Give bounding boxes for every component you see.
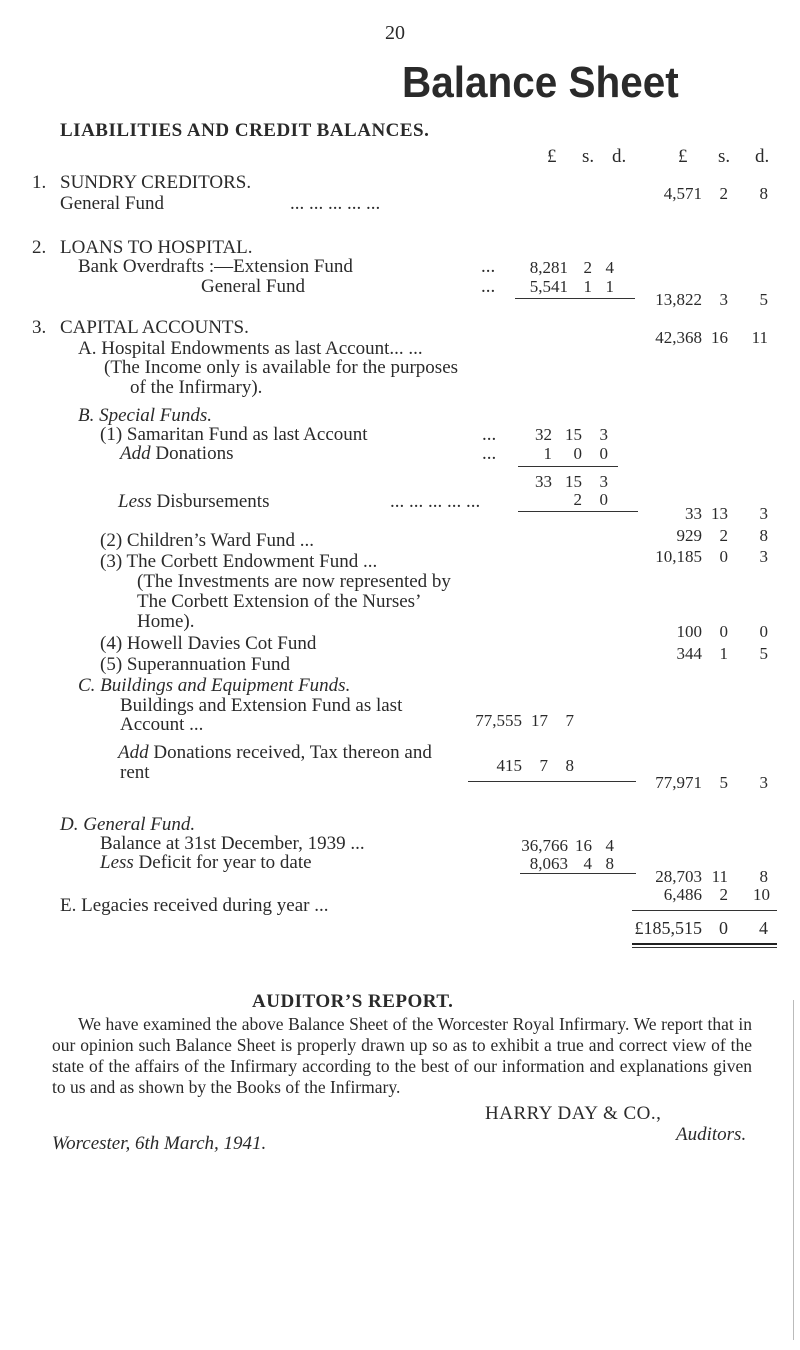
item-line: Account ... <box>120 714 204 735</box>
amount-pounds: 77,555 <box>475 711 522 730</box>
amount-pence: 0 <box>599 490 608 509</box>
less-word: Less <box>100 852 134 873</box>
grand-total-pence: 4 <box>759 918 768 938</box>
amount-pounds: 10,185 <box>655 547 702 566</box>
amount-shillings: 0 <box>719 547 728 566</box>
amount-shillings: 13 <box>711 504 728 523</box>
amount-shillings: 2 <box>583 258 592 277</box>
amount-shillings: 17 <box>531 711 548 730</box>
report-place-date: Worcester, 6th March, 1941. <box>52 1133 267 1154</box>
amount-shillings: 3 <box>719 290 728 309</box>
page-number: 20 <box>385 22 405 44</box>
page-title: Balance Sheet <box>402 58 679 107</box>
item-line <box>120 443 233 465</box>
add-word: Add <box>120 443 151 464</box>
amount-shillings: 2 <box>719 184 728 203</box>
item-title: SUNDRY CREDITORS. <box>60 172 252 193</box>
amount-pence: 3 <box>759 547 768 566</box>
item-line: (1) Samaritan Fund as last Account <box>100 424 368 445</box>
item-line: (5) Superannuation Fund <box>100 654 290 675</box>
amount-pence: 5 <box>759 290 768 309</box>
amount-shillings: 2 <box>573 490 582 509</box>
divider <box>518 466 618 467</box>
item-line: rent <box>120 762 150 783</box>
header-pence-b: d. <box>755 146 770 167</box>
page-edge <box>793 1000 794 1340</box>
item-line: Balance at 31st December, 1939 ... <box>100 833 365 854</box>
less-word: Less <box>118 491 152 512</box>
amount-shillings: 1 <box>583 277 592 296</box>
amount-pounds: 1 <box>543 444 552 463</box>
amount-pence: 3 <box>599 472 608 491</box>
amount-shillings: 2 <box>719 526 728 545</box>
amount-shillings: 16 <box>575 836 592 855</box>
amount-pounds: 929 <box>676 526 702 545</box>
amount-pence: 8 <box>759 184 768 203</box>
item-line: A. Hospital Endowments as last Account... ... <box>78 338 423 359</box>
amount-shillings: 0 <box>719 622 728 641</box>
item-line: (4) Howell Davies Cot Fund <box>100 633 317 654</box>
amount-pounds: 77,971 <box>655 773 702 792</box>
leader-dots: ... ... ... ... ... <box>390 491 481 512</box>
amount-pounds: 13,822 <box>655 290 702 309</box>
amount-pounds: 42,368 <box>655 328 702 347</box>
item-line <box>100 852 312 874</box>
header-pound-b: £ <box>678 146 688 167</box>
section-heading: LIABILITIES AND CREDIT BALANCES. <box>60 120 430 141</box>
auditor-role: Auditors. <box>676 1124 747 1145</box>
leader-dots: ... <box>481 276 496 297</box>
item-line <box>118 491 269 513</box>
amount-pence: 8 <box>565 756 574 775</box>
item-note: Home). <box>137 611 195 632</box>
add-word: Add <box>118 742 149 763</box>
amount-pence: 8 <box>759 867 768 886</box>
amount-pence: 11 <box>751 328 768 347</box>
item-line: E. Legacies received during year ... <box>60 895 329 916</box>
amount-shillings: 5 <box>719 773 728 792</box>
amount-shillings: 16 <box>711 328 728 347</box>
grand-total-double-rule <box>632 947 777 948</box>
subsection-title: D. General Fund. <box>60 814 196 835</box>
amount-pounds: 5,541 <box>529 277 568 296</box>
less-rest: Disbursements <box>151 491 270 512</box>
item-line: Buildings and Extension Fund as last <box>120 695 403 716</box>
amount-shillings: 1 <box>719 644 728 663</box>
divider <box>520 873 636 874</box>
amount-shillings: 11 <box>711 867 728 886</box>
amount-pounds: 4,571 <box>663 184 702 203</box>
amount-shillings: 15 <box>565 472 582 491</box>
grand-total-double-rule <box>632 943 777 945</box>
amount-pounds: 36,766 <box>521 836 568 855</box>
amount-pounds: 33 <box>685 504 702 523</box>
item-title: CAPITAL ACCOUNTS. <box>60 317 249 338</box>
amount-pounds: 8,063 <box>529 854 568 873</box>
divider <box>518 511 638 512</box>
grand-total-pounds: £185,515 <box>634 918 702 938</box>
item-number: 1. <box>32 172 47 193</box>
amount-pounds: 415 <box>496 756 522 775</box>
amount-pounds: 33 <box>535 472 552 491</box>
item-number: 2. <box>32 237 47 258</box>
amount-shillings: 15 <box>565 425 582 444</box>
amount-pence: 8 <box>605 854 614 873</box>
subsection-title: B. Special Funds. <box>78 405 213 426</box>
item-title: LOANS TO HOSPITAL. <box>60 237 253 258</box>
amount-pounds: 344 <box>676 644 702 663</box>
amount-pounds: 100 <box>676 622 702 641</box>
leader-dots: ... <box>482 424 497 445</box>
leader-dots: ... <box>481 256 496 277</box>
auditor-text: We have examined the above Balance Sheet of the Worcester Royal Infirmary. We report that in our opinion such Balance Sheet is properly drawn up so as to exhibit a true and correct view of the state of the affairs of the Infirmary according to the best of our information and explanations given to us and as shown by the Books of the Infirmary. <box>52 1014 752 1097</box>
amount-shillings: 2 <box>719 885 728 904</box>
item-line: (3) The Corbett Endowment Fund ... <box>100 551 378 572</box>
item-note: (The Investments are now represented by <box>137 571 451 592</box>
amount-shillings: 4 <box>583 854 592 873</box>
item-line: Bank Overdrafts :—Extension Fund <box>78 256 353 277</box>
leader-dots: ... ... ... ... ... <box>290 193 381 214</box>
total-rule <box>632 910 777 911</box>
amount-pounds: 28,703 <box>655 867 702 886</box>
amount-pounds: 8,281 <box>529 258 568 277</box>
item-note: of the Infirmary). <box>130 377 263 398</box>
amount-pence: 3 <box>599 425 608 444</box>
header-pence-a: d. <box>612 146 627 167</box>
auditor-heading: AUDITOR’S REPORT. <box>252 991 454 1012</box>
amount-pounds: 32 <box>535 425 552 444</box>
amount-pence: 4 <box>605 836 614 855</box>
amount-pence: 3 <box>759 504 768 523</box>
divider <box>468 781 636 782</box>
grand-total-shillings: 0 <box>719 918 728 938</box>
amount-pence: 1 <box>605 277 614 296</box>
add-rest: Donations received, Tax thereon and <box>148 742 432 763</box>
amount-pence: 0 <box>759 622 768 641</box>
amount-pence: 5 <box>759 644 768 663</box>
amount-shillings: 0 <box>573 444 582 463</box>
item-note: (The Income only is available for the purposes <box>104 357 459 378</box>
item-note: The Corbett Extension of the Nurses’ <box>137 591 422 612</box>
less-rest: Deficit for year to date <box>133 852 312 873</box>
amount-pence: 0 <box>599 444 608 463</box>
item-line <box>118 742 432 764</box>
amount-pence: 7 <box>565 711 574 730</box>
amount-pence: 3 <box>759 773 768 792</box>
header-shilling-b: s. <box>718 146 731 167</box>
divider <box>515 298 635 299</box>
add-rest: Donations <box>150 443 234 464</box>
leader-dots: ... <box>482 443 497 464</box>
subsection-title: C. Buildings and Equipment Funds. <box>78 675 351 696</box>
amount-shillings: 7 <box>539 756 548 775</box>
item-number: 3. <box>32 317 47 338</box>
header-pound-a: £ <box>547 146 557 167</box>
amount-pence: 8 <box>759 526 768 545</box>
amount-pence: 4 <box>605 258 614 277</box>
item-line: General Fund <box>60 193 164 214</box>
item-line: General Fund <box>201 276 305 297</box>
auditor-signature: HARRY DAY & CO., <box>485 1103 662 1124</box>
header-shilling-a: s. <box>582 146 595 167</box>
item-line: (2) Children’s Ward Fund ... <box>100 530 314 551</box>
amount-pence: 10 <box>753 885 770 904</box>
amount-pounds: 6,486 <box>663 885 702 904</box>
